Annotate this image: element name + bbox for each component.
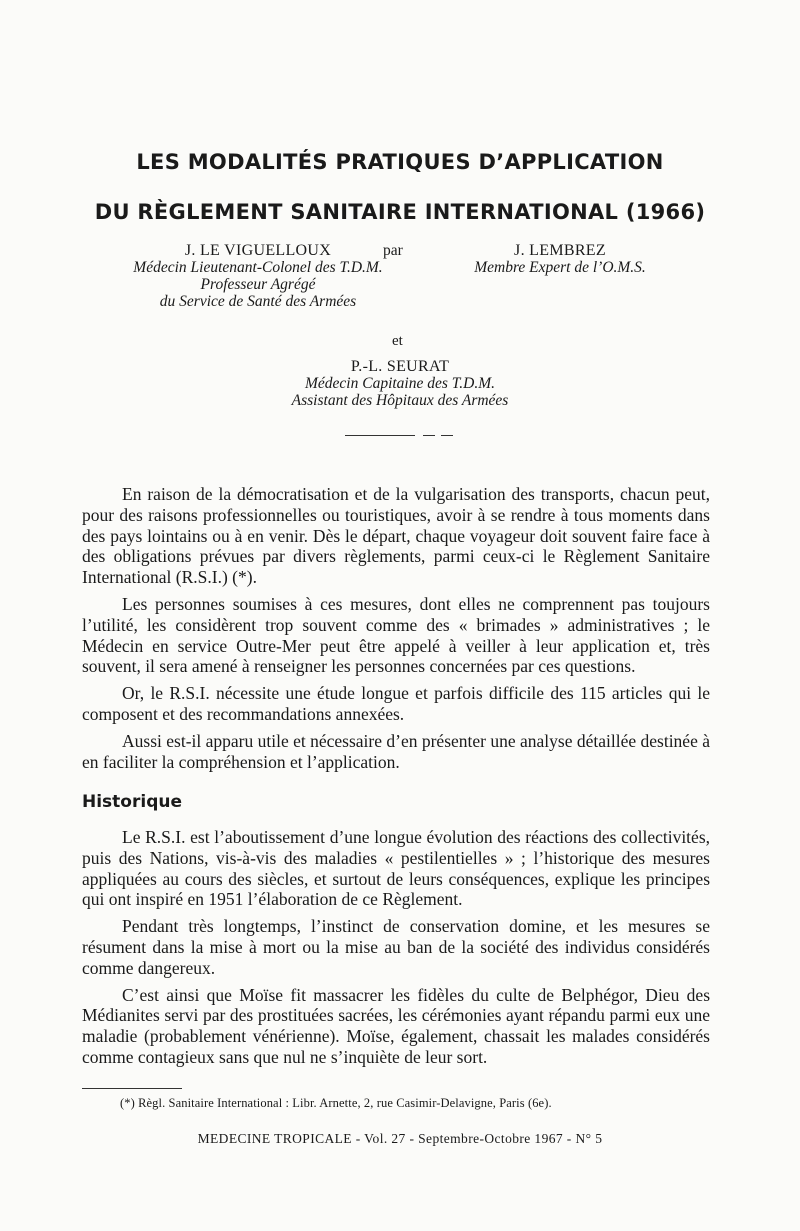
- paragraph: Le R.S.I. est l’aboutissement d’une longue évolution des réactions des collectivités, puis des Nations, vis-à-vis des maladies « pestilentielles » ; l’historique des mesures appliquées au cours des siècles, et surtout de leurs conséquences, explique les principes qui ont inspiré en 1951 l’élaboration de ce Règlement.: [82, 827, 710, 910]
- paragraph: Aussi est-il apparu utile et nécessaire d’en présenter une analyse détaillée destinée à en faciliter la compréhension et l’application.: [82, 730, 710, 772]
- byline-et: et: [392, 333, 403, 349]
- author-3-name: P.-L. SEURAT: [350, 358, 450, 375]
- author-2: [440, 242, 680, 276]
- author-3: [250, 358, 550, 409]
- paragraph: Or, le R.S.I. nécessite une étude longue et parfois difficile des 115 articles qui le composent et des recommandations annexées.: [82, 683, 710, 724]
- section-heading: Historique: [82, 792, 182, 812]
- title-line-1: LES MODALITÉS PRATIQUES D’APPLICATION: [136, 150, 664, 174]
- author-1: [108, 242, 408, 310]
- journal-footer: MEDECINE TROPICALE - Vol. 27 - Septembre-Octobre 1967 - N° 5: [197, 1131, 603, 1146]
- author-2-name: J. LEMBREZ: [514, 242, 606, 259]
- paragraph: En raison de la démocratisation et de la vulgarisation des transports, chacun peut, pour des raisons professionnelles ou touristiques, avoir à se rendre à tous moments dans des pays lointains ou à en venir. Dès le départ, chaque voyageur doit souvent faire face à des obligations prévues par divers règlements, parmi ceux-ci le Règlement Sanitaire International (R.S.I.) (*).: [82, 484, 710, 588]
- author-1-affiliation: Professeur Agrégé: [200, 276, 316, 293]
- byline-par: par: [383, 242, 403, 259]
- section-text: [82, 827, 710, 1074]
- author-3-affiliation: Médecin Capitaine des T.D.M.: [305, 375, 495, 392]
- footnote-rule: [82, 1088, 182, 1089]
- author-2-affiliation: Membre Expert de l’O.M.S.: [474, 259, 646, 276]
- intro-text: [82, 484, 710, 778]
- separator-rule: [345, 435, 453, 436]
- author-1-name: J. LE VIGUELLOUX: [184, 242, 332, 259]
- paragraph: Pendant très longtemps, l’instinct de conservation domine, et les mesures se résument dans la mise à mort ou la mise au ban de la société des individus considérés comme dangereux.: [82, 916, 710, 978]
- author-1-affiliation: Médecin Lieutenant-Colonel des T.D.M.: [133, 259, 383, 276]
- paragraph: C’est ainsi que Moïse fit massacrer les fidèles du culte de Belphégor, Dieu des Médianites servi par des prostituées sacrées, les cérémonies ayant répandu parmi eux une maladie (probablement vénérienne). Moïse, également, chassait les malades considérés comme contagieux sans que nul ne s’inquiète de leur sort.: [82, 984, 710, 1067]
- author-1-affiliation: du Service de Santé des Armées: [159, 293, 357, 310]
- author-3-affiliation: Assistant des Hôpitaux des Armées: [291, 392, 509, 409]
- footnote: (*) Règl. Sanitaire International : Libr. Arnette, 2, rue Casimir-Delavigne, Paris (6e).: [120, 1096, 552, 1110]
- paragraph: Les personnes soumises à ces mesures, dont elles ne comprennent pas toujours l’utilité, les considèrent trop souvent comme des « brimades » administratives ; le Médecin en service Outre-Mer peut être appelé à veiller à leur application et, très souvent, il sera amené à renseigner les personnes concernées par ces questions.: [82, 593, 710, 677]
- title-line-2: DU RÈGLEMENT SANITAIRE INTERNATIONAL (1966): [94, 200, 706, 224]
